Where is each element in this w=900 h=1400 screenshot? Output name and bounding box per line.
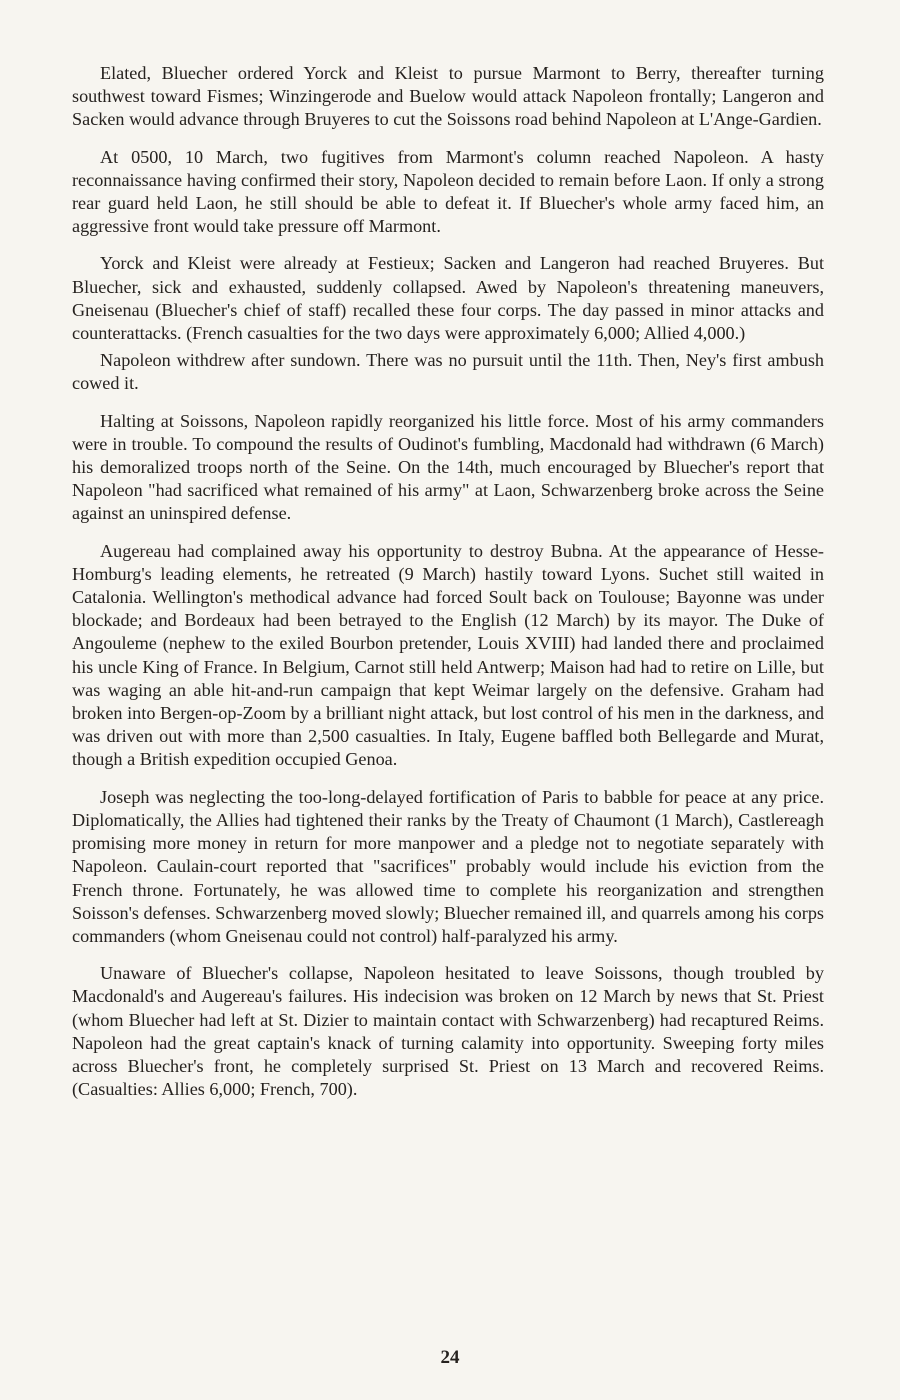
paragraph-napoleon-withdraws: Napoleon withdrew after sundown. There was no pursuit until the 11th. Then, Ney's first ambush cowed it. [72, 350, 824, 394]
paragraph-bluecher-orders: Elated, Bluecher ordered Yorck and Kleist to pursue Marmont to Berry, thereafter turning southwest toward Fismes; Winzingerode and Buelow would attack Napoleon frontally; Langeron and Sacken would advance through Bruyeres to cut the Soissons road behind Napoleon at L'Ange-Gardien. [72, 63, 824, 130]
paragraph-augereau-and-fronts: Augereau had complained away his opportunity to destroy Bubna. At the appearance of Hesse-Homburg's leading elements, he retreated (9 March) hastily toward Lyons. Suchet still waited in Catalonia. Wellington's methodical advance had forced Soult back on Toulouse; Bayonne was under blockade; and Bordeaux had been betrayed to the English (12 March) by its mayor. The Duke of Angouleme (nephew to the exiled Bourbon pretender, Louis XVIII) had landed there and proclaimed his uncle King of France. In Belgium, Carnot still held Antwerp; Maison had had to retire on Lille, but was waging an able hit-and-run campaign that kept Weimar largely on the defensive. Graham had broken into Bergen-op-Zoom by a brilliant night attack, but lost control of his men in the darkness, and was driven out with more than 2,500 casualties. In Italy, Eugene baffled both Bellegarde and Murat, though a British expedition occupied Genoa. [72, 540, 824, 770]
paragraph-reims-recovered: Unaware of Bluecher's collapse, Napoleon hesitated to leave Soissons, though troubled by Macdonald's and Augereau's failures. His indecision was broken on 12 March by news that St. Priest (whom Bluecher had left at St. Dizier to maintain contact with Schwarzenberg) had recaptured Reims. Napoleon had the great captain's knack of turning calamity into opportunity. Sweeping forty miles across Bluecher's front, he completely surprised St. Priest on 13 March and recovered Reims. (Casualties: Allies 6,000; French, 700). [72, 963, 824, 1100]
page-number: 24 [440, 1347, 460, 1368]
paragraph-joseph-and-diplomacy: Joseph was neglecting the too-long-delayed fortification of Paris to babble for peace at any price. Diplomatically, the Allies had tightened their ranks by the Treaty of Chaumont (1 March), Castlereagh promising more money in return for more manpower and a pledge not to negotiate separately with Napoleon. Caulain-court reported that "sacrifices" probably would include his eviction from the French throne. Fortunately, he was allowed time to complete his reorganization and strengthen Soisson's defenses. Schwarzenberg moved slowly; Bluecher remained ill, and quarrels among his corps commanders (whom Gneisenau could not control) half-paralyzed his army. [72, 786, 824, 946]
paragraph-bluecher-collapse: Yorck and Kleist were already at Festieux; Sacken and Langeron had reached Bruyeres. But Bluecher, sick and exhausted, suddenly collapsed. Awed by Napoleon's threatening maneuvers, Gneisenau (Bluecher's chief of staff) recalled these four corps. The day passed in minor attacks and counterattacks. (French casualties for the two days were approximately 6,000; Allied 4,000.) [72, 253, 824, 344]
paragraph-fugitives-report: At 0500, 10 March, two fugitives from Marmont's column reached Napoleon. A hasty reconnaissance having confirmed their story, Napoleon decided to remain before Laon. If only a strong rear guard held Laon, he still should be able to defeat it. If Bluecher's whole army faced him, an aggressive front would take pressure off Marmont. [72, 146, 824, 237]
paragraph-soissons-reorganization: Halting at Soissons, Napoleon rapidly reorganized his little force. Most of his army commanders were in trouble. To compound the results of Oudinot's fumbling, Macdonald had withdrawn (6 March) his demoralized troops north of the Seine. On the 14th, much encouraged by Bluecher's report that Napoleon "had sacrificed what remained of his army" at Laon, Schwarzenberg broke across the Seine against an uninspired defense. [72, 410, 824, 524]
